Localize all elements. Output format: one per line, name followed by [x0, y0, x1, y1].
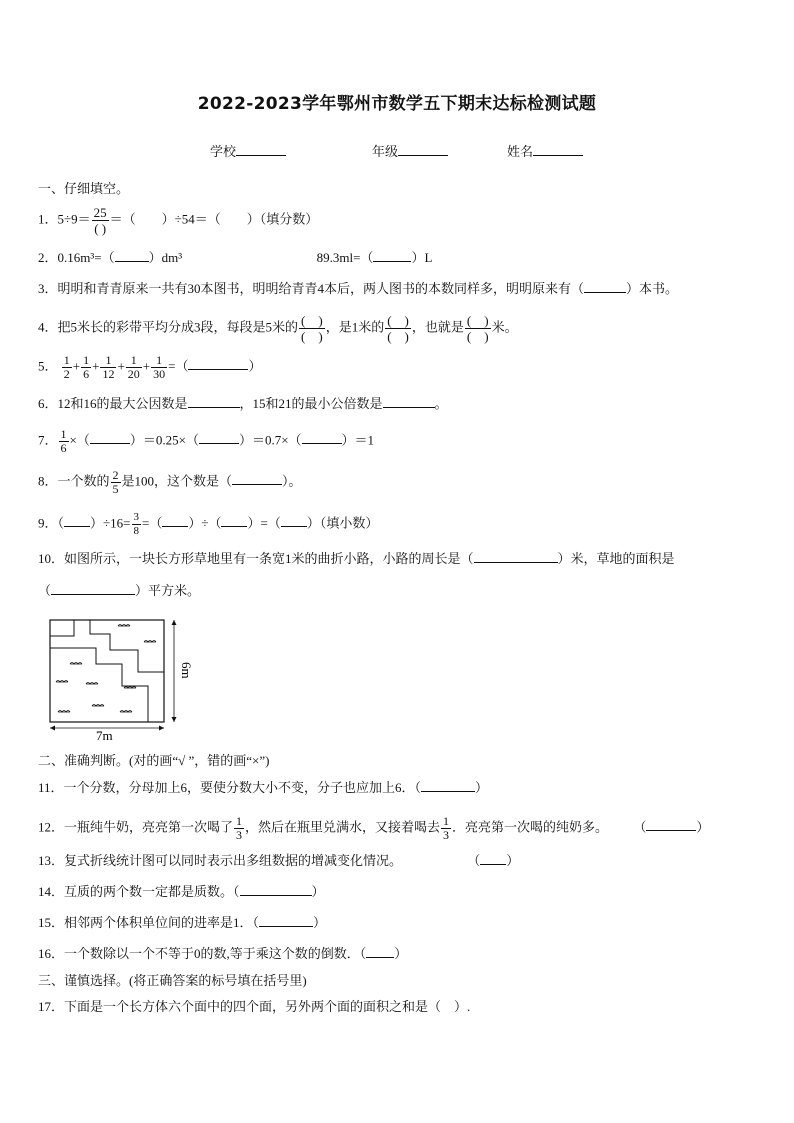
- q14-answer-blank[interactable]: [240, 883, 312, 896]
- question-14: 14．互质的两个数一定都是质数。（ ）: [38, 884, 325, 899]
- question-11: 11．一个分数，分母加上6，要使分数大小不变，分子也应加上6．（ ）: [38, 780, 489, 795]
- grade-blank[interactable]: [398, 143, 448, 156]
- question-2: 2．0.16m³=（ ）dm³ 89.3ml=（ ）L: [38, 250, 433, 265]
- q7-blank-2[interactable]: [199, 431, 239, 444]
- q10-blank-2[interactable]: [51, 582, 135, 595]
- question-16: 16．一个数除以一个不等于0的数,等于乘这个数的倒数．（ ）: [38, 946, 408, 961]
- q2-blank-1[interactable]: [115, 249, 149, 262]
- q9-blank-2[interactable]: [162, 514, 188, 527]
- q4-fraction-1[interactable]: $\frac{( )}{( )}$: [301, 313, 323, 344]
- question-13: 13．复式折线统计图可以同时表示出多组数据的增减变化情况。 （ ）: [38, 853, 520, 868]
- q1-text-b: ＝（ ）÷54＝（ ）（填分数）: [109, 211, 319, 227]
- question-3: 3．明明和青青原来一共有30本图书，明明给青青4本后，两人图书的本数同样多，明明原来有（ ）本书。: [38, 281, 679, 296]
- question-15: 15．相邻两个体积单位间的进率是1．（ ）: [38, 915, 327, 930]
- question-10-line-1: 10．如图所示，一块长方形草地里有一条宽1米的曲折小路，小路的周长是（ ）米，草地的面积是: [38, 551, 675, 566]
- question-1: [38, 205, 318, 236]
- q1-text-a: 5÷9＝: [57, 211, 91, 227]
- lawn-path-figure: [40, 612, 200, 742]
- q9-blank-1[interactable]: [64, 514, 90, 527]
- q10-blank-1[interactable]: [474, 550, 558, 563]
- question-8: 8．一个数的 $\frac{2}{5}$ 是100，这个数是（ ）。: [38, 468, 302, 496]
- school-blank[interactable]: [236, 143, 286, 156]
- name-blank[interactable]: [533, 143, 583, 156]
- figure-height-label: 6m: [179, 662, 194, 679]
- q5-blank[interactable]: [188, 357, 248, 370]
- figure-width-label: 7m: [96, 728, 113, 742]
- q4-fraction-2[interactable]: $\frac{( )}{( )}$: [387, 313, 409, 344]
- q4-fraction-3[interactable]: $\frac{( )}{( )}$: [466, 313, 489, 344]
- q11-answer-blank[interactable]: [421, 779, 475, 792]
- question-12: 12．一瓶纯牛奶，亮亮第一次喝了 $\frac{1}{3}$ ，然后在瓶里兑满水，又接着喝去 $\frac{1}{3}$ ．亮亮第一次喝的纯奶多。 （ ）: [38, 814, 710, 842]
- section-3-heading: 三、谨慎选择。(将正确答案的标号填在括号里): [38, 973, 307, 988]
- q6-blank-2[interactable]: [383, 395, 435, 408]
- q3-blank[interactable]: [584, 280, 626, 293]
- section-1-heading: 一、仔细填空。: [38, 181, 130, 196]
- question-10-line-2: （ ）平方米。: [38, 583, 201, 598]
- question-9: 9．（ ）÷16= $\frac{3}{8}$ =（ ）÷（ ）=（ ）（填小数）: [38, 511, 379, 537]
- section-2-heading: 二、准确判断。(对的画“√ ”，错的画“×”): [38, 753, 270, 768]
- question-7: 7． $\frac{1}{6}$ ×（ ）＝0.25×（ ）＝0.7×（ ）＝1: [38, 427, 375, 455]
- q12-answer-blank[interactable]: [646, 818, 696, 831]
- question-number: 1．: [38, 211, 58, 227]
- question-5: 5． $\frac{1}{2}$ + $\frac{1}{6}$ + $\frac{1}{12}$ + $\frac{1}{20}$ + $\frac{1}{30}$ =（ ）: [38, 353, 262, 381]
- page-title: 2022-2023学年鄂州市数学五下期末达标检测试题: [197, 94, 597, 114]
- name-label: 姓名: [507, 144, 534, 159]
- q15-answer-blank[interactable]: [259, 914, 313, 927]
- school-label: 学校: [210, 144, 237, 159]
- q9-blank-3[interactable]: [221, 514, 247, 527]
- school-field: [210, 141, 286, 160]
- q8-blank[interactable]: [232, 472, 282, 485]
- q7-blank-3[interactable]: [302, 431, 342, 444]
- q13-answer-blank[interactable]: [480, 852, 506, 865]
- name-field: [507, 141, 583, 160]
- grass-icon: [56, 625, 156, 713]
- question-6: 6．12和16的最大公因数是 ，15和21的最小公倍数是 。: [38, 396, 448, 411]
- question-17: 17．下面是一个长方体六个面中的四个面，另外两个面的面积之和是（ ）.: [38, 999, 471, 1014]
- q6-blank-1[interactable]: [188, 395, 240, 408]
- grade-field: [372, 141, 448, 160]
- question-4: 4．把5米长的彩带平均分成3段，每段是5米的 $\frac{( )}{( )}$ ，是1米的 $\frac{( )}{( )}$ ，也就是 $\frac{( )}{( )}$ 米。: [38, 313, 518, 344]
- q1-fraction: $\frac{25}{( )}$: [93, 205, 107, 236]
- grade-label: 年级: [372, 144, 399, 159]
- q9-blank-4[interactable]: [281, 514, 307, 527]
- q7-blank-1[interactable]: [90, 431, 130, 444]
- q2-blank-2[interactable]: [373, 249, 411, 262]
- q16-answer-blank[interactable]: [366, 945, 394, 958]
